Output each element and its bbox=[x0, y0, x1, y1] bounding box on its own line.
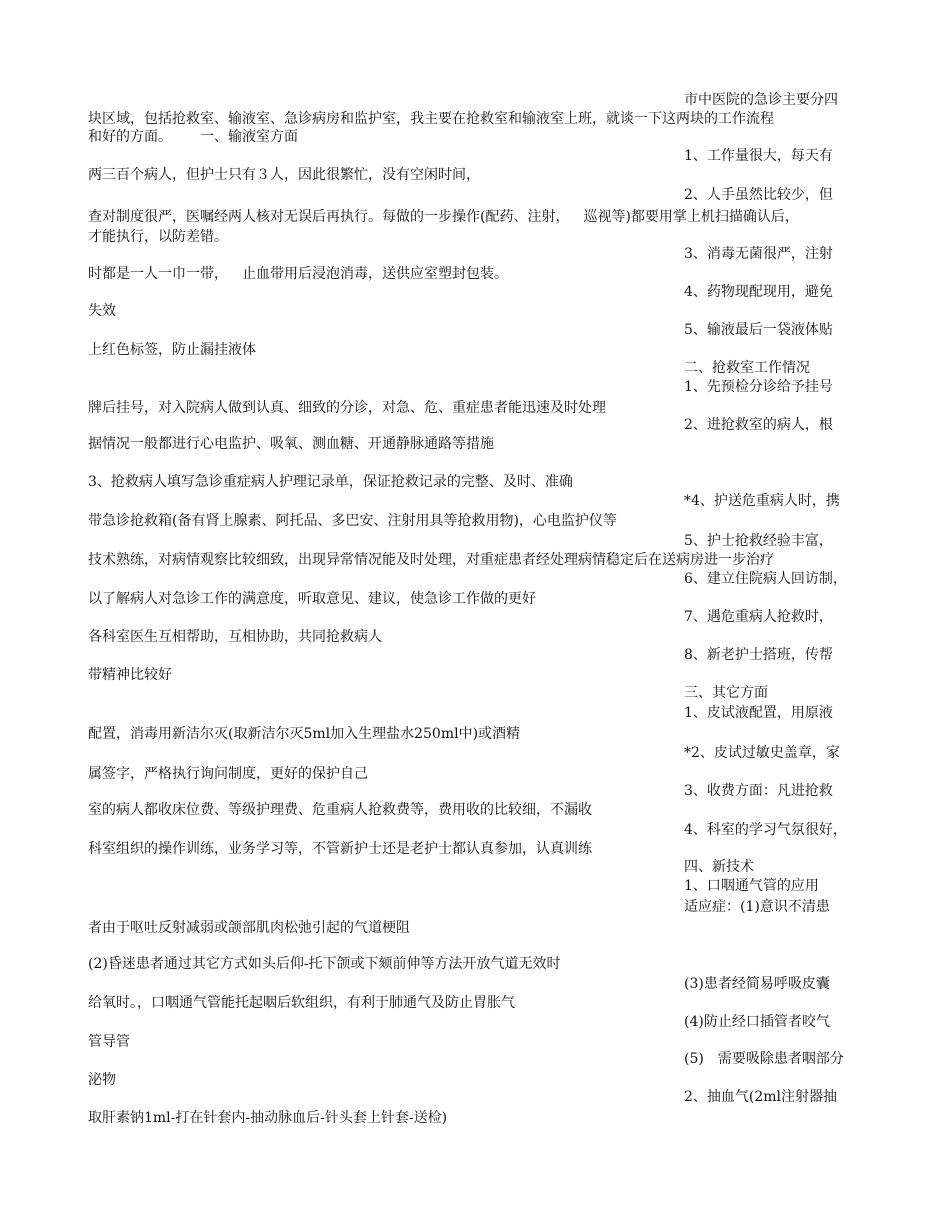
text-line: 牌后挂号，对入院病人做到认真、细致的分诊，对急、危、重症患者能迅速及时处理 bbox=[88, 400, 606, 416]
list-item: 2、抽血气(2ml注射器抽 bbox=[684, 1089, 838, 1105]
text-line bbox=[88, 265, 508, 283]
text-line: 属签字，严格执行询问制度，更好的保护自己 bbox=[88, 766, 368, 782]
section-heading: 四、新技术 bbox=[684, 859, 754, 875]
list-item: 3、收费方面：凡进抢救 bbox=[684, 783, 833, 799]
list-item: 1、口咽通气管的应用 bbox=[684, 878, 819, 894]
list-item: 3、消毒无菌很严，注射 bbox=[684, 246, 833, 262]
text-line: 带急诊抢救箱(备有肾上腺素、阿托品、多巴安、注射用具等抢救用物)，心电监护仪等 bbox=[88, 513, 617, 529]
text-line: 据情况一般都进行心电监护、吸氧、测血糖、开通静脉通路等措施 bbox=[88, 436, 494, 452]
section-heading: 一、输液室方面 bbox=[200, 129, 298, 145]
list-item: 2、人手虽然比较少，但 bbox=[684, 187, 833, 203]
text-line: 市中医院的急诊主要分四 bbox=[684, 92, 838, 108]
text-line: 失效 bbox=[88, 303, 116, 319]
list-item: *2、皮试过敏史盖章，家 bbox=[684, 745, 840, 761]
text-line: 者由于呕吐反射减弱或颌部肌肉松弛引起的气道梗阻 bbox=[88, 920, 410, 936]
text-line: 才能执行，以防差错。 bbox=[88, 229, 228, 245]
text-line: (3)患者经简易呼吸皮囊 bbox=[684, 976, 830, 992]
text-fragment: 和好的方面。 bbox=[88, 129, 172, 145]
list-item: 5、护士抢救经验丰富， bbox=[684, 533, 833, 549]
text-line: (2)昏迷患者通过其它方式如头后仰-托下颌或下颏前伸等方法开放气道无效时 bbox=[88, 956, 561, 972]
list-item: 7、遇危重病人抢救时， bbox=[684, 609, 833, 625]
text-line: 上红色标签，防止漏挂液体 bbox=[88, 342, 256, 358]
text-line: 取肝素钠1ml-打在针套内-抽动脉血后-针头套上针套-送检) bbox=[88, 1110, 448, 1126]
list-item: 6、建立住院病人回访制， bbox=[684, 571, 847, 587]
text-line: 泌物 bbox=[88, 1072, 116, 1088]
list-item: 1、先预检分诊给予挂号 bbox=[684, 379, 833, 395]
list-item: 1、工作量很大，每天有 bbox=[684, 148, 833, 164]
section-heading: 三、其它方面 bbox=[684, 685, 768, 701]
list-item: 2、进抢救室的病人，根 bbox=[684, 417, 833, 433]
text-fragment: 巡视等)都要用掌上机扫描确认后， bbox=[583, 209, 799, 225]
text-line: 以了解病人对急诊工作的满意度，听取意见、建议，使急诊工作做的更好 bbox=[88, 591, 536, 607]
list-item: *4、护送危重病人时，携 bbox=[684, 493, 840, 509]
list-item: 5、输液最后一袋液体贴 bbox=[684, 322, 833, 338]
text-line: 技术熟练，对病情观察比较细致，出现异常情况能及时处理，对重症患者经处理病情稳定后在送病房进一步治疗 bbox=[88, 552, 774, 568]
list-item: 1、皮试液配置，用原液 bbox=[684, 705, 833, 721]
list-item: 4、药物现配现用，避免 bbox=[684, 284, 833, 300]
section-heading: 二、抢救室工作情况 bbox=[684, 360, 810, 376]
text-line: 管导管 bbox=[88, 1034, 130, 1050]
text-fragment: 查对制度很严，医嘱经两人核对无误后再执行。每做的一步操作(配药、注射， bbox=[88, 209, 570, 225]
text-line: 配置，消毒用新洁尔灭(取新洁尔灭5ml加入生理盐水250ml中)或酒精 bbox=[88, 726, 521, 742]
text-fragment: 需要吸除患者咽部分 bbox=[717, 1051, 844, 1067]
text-line bbox=[88, 208, 799, 226]
text-line: 带精神比较好 bbox=[88, 667, 172, 683]
text-line bbox=[684, 1050, 844, 1068]
text-line: 各科室医生互相帮助，互相协助，共同抢救病人 bbox=[88, 629, 382, 645]
list-item: 8、新老护士搭班，传帮 bbox=[684, 647, 833, 663]
text-fragment: 止血带用后浸泡消毒，送供应室塑封包装。 bbox=[242, 266, 508, 282]
text-line: 两三百个病人，但护士只有３人，因此很繁忙，没有空闲时间， bbox=[88, 167, 480, 183]
list-item: 4、科室的学习气氛很好， bbox=[684, 822, 847, 838]
text-line: 3、抢救病人填写急诊重症病人护理记录单，保证抢救记录的完整、及时、准确 bbox=[88, 474, 573, 490]
text-line: 科室组织的操作训练，业务学习等，不管新护士还是老护士都认真参加，认真训练 bbox=[88, 841, 592, 857]
text-line bbox=[88, 128, 298, 146]
text-line: (4)防止经口插管者咬气 bbox=[684, 1014, 830, 1030]
text-line: 室的病人都收床位费、等级护理费、危重病人抢救费等，费用收的比较细，不漏收 bbox=[88, 802, 592, 818]
text-fragment: 时都是一人一巾一带， bbox=[88, 266, 228, 282]
text-line: 适应症：(1)意识不清患 bbox=[684, 899, 830, 915]
text-line: 块区域，包括抢救室、输液室、急诊病房和监护室，我主要在抢救室和输液室上班，就谈一下这两块的工作流程 bbox=[88, 111, 774, 127]
text-line: 给氧时。，口咽通气管能托起咽后软组织，有利于肺通气及防止胃胀气 bbox=[88, 995, 515, 1011]
text-fragment: (5) bbox=[684, 1051, 704, 1067]
